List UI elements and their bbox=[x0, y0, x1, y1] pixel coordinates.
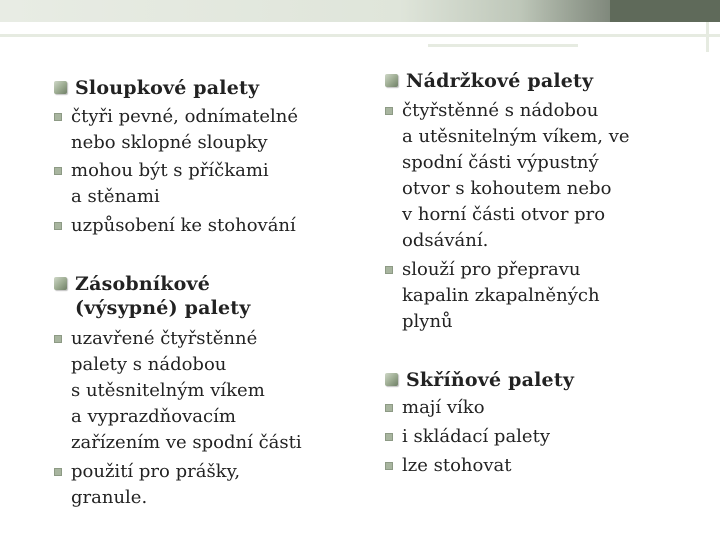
list-item bbox=[54, 104, 298, 156]
square-bullet-icon bbox=[385, 433, 393, 441]
list-item bbox=[54, 213, 296, 239]
section-heading-sloupkove bbox=[54, 76, 259, 100]
list-item bbox=[54, 158, 269, 210]
square-bullet-icon bbox=[54, 335, 62, 343]
section-heading-text: Zásobníkové (výsypné) palety bbox=[75, 273, 251, 319]
list-item bbox=[54, 459, 240, 511]
list-item-text: mají víko bbox=[402, 397, 485, 418]
list-item bbox=[385, 98, 630, 254]
header-rule-vertical bbox=[706, 22, 709, 52]
square-bullet-icon bbox=[385, 107, 393, 115]
list-item-text: slouží pro přepravu kapalin zkapalněných plynů bbox=[402, 259, 600, 332]
section-heading-skrinove bbox=[385, 368, 574, 392]
square-bullet-icon bbox=[54, 167, 62, 175]
section-heading-zasobnikove bbox=[54, 272, 251, 320]
section-heading-text: Skříňové palety bbox=[406, 369, 575, 391]
list-item-text: mohou být s příčkami a stěnami bbox=[71, 160, 269, 207]
header-rule-lower bbox=[428, 44, 578, 47]
square-bullet-icon bbox=[385, 266, 393, 274]
square-bullet-icon bbox=[54, 222, 62, 230]
list-item bbox=[385, 257, 600, 335]
section-heading-text: Nádržkové palety bbox=[406, 70, 594, 92]
section-bullet-icon bbox=[385, 74, 398, 87]
section-bullet-icon bbox=[385, 373, 398, 386]
section-bullet-icon bbox=[54, 81, 67, 94]
square-bullet-icon bbox=[385, 404, 393, 412]
list-item-text: čtyřstěnné s nádobou a utěsnitelným víkem, ve spodní části výpustný otvor s kohoutem nebo v horní části otvor pro odsávání. bbox=[402, 100, 630, 251]
section-bullet-icon bbox=[54, 277, 67, 290]
header-rule-upper bbox=[0, 34, 720, 37]
square-bullet-icon bbox=[385, 462, 393, 470]
section-heading-text: Sloupkové palety bbox=[75, 77, 260, 99]
square-bullet-icon bbox=[54, 468, 62, 476]
list-item-text: i skládací palety bbox=[402, 426, 550, 447]
header-bar-shade bbox=[520, 0, 620, 22]
list-item bbox=[54, 326, 302, 456]
square-bullet-icon bbox=[54, 113, 62, 121]
section-heading-nadrzkove bbox=[385, 69, 593, 93]
list-item-text: čtyři pevné, odnímatelné nebo sklopné sloupky bbox=[71, 106, 298, 153]
list-item-text: uzpůsobení ke stohování bbox=[71, 215, 296, 236]
list-item bbox=[385, 424, 550, 450]
list-item bbox=[385, 453, 512, 479]
list-item-text: uzavřené čtyřstěnné palety s nádobou s utěsnitelným víkem a vyprazdňovacím zařízením ve spodní části bbox=[71, 328, 302, 453]
list-item-text: lze stohovat bbox=[402, 455, 512, 476]
header-bar-dark bbox=[610, 0, 720, 22]
list-item bbox=[385, 395, 485, 421]
list-item-text: použití pro prášky, granule. bbox=[71, 461, 241, 508]
